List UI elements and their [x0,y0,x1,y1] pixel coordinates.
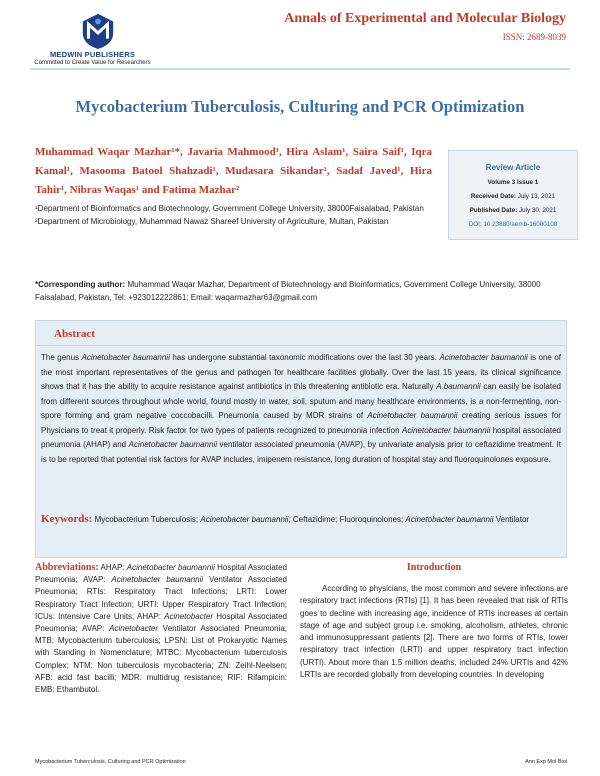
header-divider [30,68,570,70]
journal-title: Annals of Experimental and Molecular Biology [284,11,566,26]
keywords: Keywords: Mycobacterium Tuberculosis; Acinetobacter baumannii; Ceftazidime; Fluoroquinolones; Acinetobacter baumannii Ventilator [41,513,530,525]
introduction-heading: Introduction [406,562,462,573]
abstract-text: The genus Acinetobacter baumannii has undergone substantial taxonomic modifications over the last 30 years. Acinetobacter baumannii is one of the most important representatives of the genus and pathogen for healthcare facilities globally. Over the last 15 years, its clinical significance shows that it has the ability to acquire resistance against antibiotics in this threatening antibiotic era. Naturally A.baumannii can easily be isolated from different sources throughout whole world, found mostly in water, soil, sputum and many healthcare environments, is a non-fermenting, non-spore forming and gram negative coccobacilli. Pneumonia caused by MDR strains of Acinetobacter baumannii creating serious issues for Physicians to treat it properly. Risk factor for two types of patients recognized to pneumonia infection Acinetobacter baumannii hospital associated pneumonia (AHAP) and Acinetobacter baumannii ventilator associated pneumonia (AVAP), by univariate analysis prior to ceftazidime treatment. It is to be reported that potential risk factors for AVAP includes, imipenem resistance, long duration of hospital stay and fluoroquinolones exposure. [41,353,561,464]
abstract-heading: Abstract [54,328,95,340]
article-type: Review Article [485,163,541,172]
journal-issn: ISSN: 2689-8039 [502,32,566,42]
footer-running-title: Mycobacterium Tuberculosis, Culturing and PCR Optimization [35,759,186,765]
corresponding-author [35,278,565,304]
abstract-section [35,320,567,558]
publisher-tagline: Committed to Create Value for Researchers [34,60,151,66]
abbreviations-label: Abbreviations: [35,562,99,573]
published-date: Published Date: July 30, 2021 [469,207,557,214]
publisher-name: MEDWIN PUBLISHERS [49,50,136,59]
keywords-label: Keywords: [41,513,93,525]
doi-link[interactable]: DOI: 10.23880/aemb-16000108 [468,221,558,228]
medwin-logo-icon [79,12,117,50]
abstract-divider [36,345,566,346]
introduction-text: According to physicians, the most common and severe infections are respiratory tract infections (RTIs) [1]. It has been revealed that risk of RTIs goes to decline with increasing age, incidence of RTIs increases at certain stage of age and subject group i.e. smoking, alcoholism, athletes, chronic and immunosuppressant patients [2]. There are two forms of RTIs, lower respiratory tract infection (LRTI) and upper respiratory tract infection (URTI). About more than 1.5 million deaths, included 24% URTIs and 42% LRTIs are recorded globally from developing countries. In developing [300,584,568,680]
corresponding-label: *Corresponding author: [35,280,126,289]
author-list: Muhammad Waqar Mazhar¹*, Javaria Mahmood¹, Hira Aslam¹, Saira Saif¹, Iqra Kamal¹, Masooma Batool Shahzadi¹, Mudasara Sikandar¹, Sadaf Javed¹, Hira Tahir¹, Nibras Waqas¹ and Fatima Mazhar² [35,146,432,196]
abbreviations: Abbreviations: AHAP: Acinetobacter baumannii Hospital Associated Pneumonia; AVAP: Acinetobacter baumannii Ventilator Associated Pneumonia; RTIs: Respiratory Tract Infections; LRTI: Lower Respiratory Tract Infection; URTI: Upper Respiratory Tract Infection; ICUs: Intensive Care Units; AHAP: Acinetobacter Hospital Associated Pneumonia; AVAP: Acinetobacter Ventilator Associated Pneumonia; MTB: Mycobacterium tuberculosis; LPSN: List of Prokaryotic Names with Standing in Nomenclature; MTBC: Mycobacterium tuberculosis Complex; NTM: Non tuberculosis mycobacteria; ZN: Zeihl-Neelsen; AFB: acid fast bacilli; MDR: multidrug resistance; RIF: Rifampicin: EMB: Ethambutol. [35,562,288,695]
article-info-box [448,150,578,240]
received-date: Received Date: July 13, 2021 [470,193,556,200]
affiliation-1: ¹Department of Bioinformatics and Biotechnology, Government College University, 38000Faisalabad, Pakistan [35,204,424,213]
footer-journal-abbrev: Ann Exp Mol Biol [525,759,567,765]
publisher-logo [30,10,160,70]
affiliation-2: ²Department of Microbiology, Muhammad Nawaz Shareef University of Agriculture, Multan, Pakistan [35,217,389,226]
affiliations [35,202,432,228]
article-title: Mycobacterium Tuberculosis, Culturing and PCR Optimization [75,97,525,116]
volume-issue: Volume 3 Issue 1 [487,179,539,186]
corresponding-text: Muhammad Waqar Mazhar, Department of Biotechnology and Bioinformatics, Government College University, 38000 Faisalabad, Pakistan, Tel: +923012222861; Email: waqarmazhar63@gmail.com [35,280,541,302]
